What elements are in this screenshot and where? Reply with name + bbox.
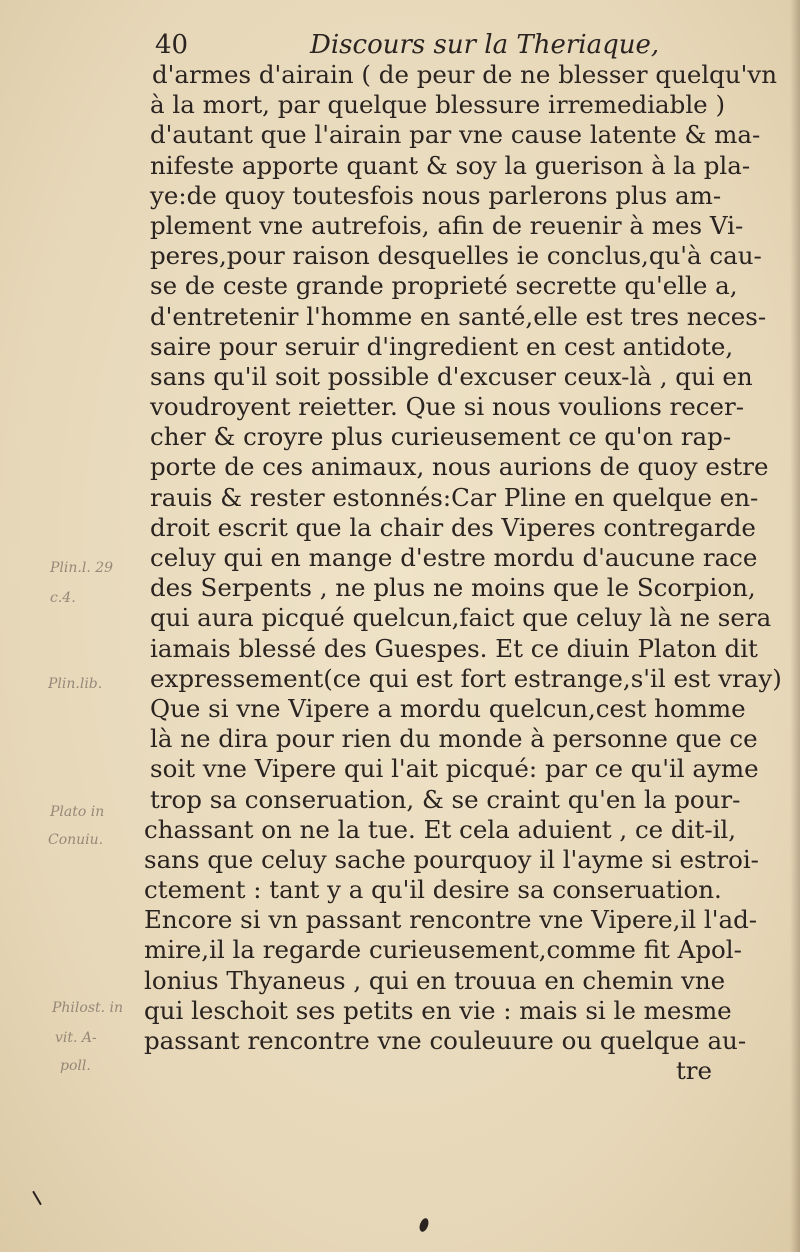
text-line: porte de ces animaux, nous aurions de quoy estre	[150, 452, 769, 482]
ink-stroke	[32, 1191, 42, 1206]
text-line: mire,il la regarde curieusement,comme fit Apol-	[144, 935, 742, 965]
text-line: rauis & rester estonnés:Car Pline en quelque en-	[150, 482, 759, 512]
margin-note: Conuiu.	[48, 832, 104, 848]
margin-note: Plin.lib.	[48, 676, 103, 692]
text-line: nifeste apporte quant & soy la guerison à la pla-	[150, 150, 751, 180]
body-text	[140, 60, 782, 1086]
text-line: ctement : tant y a qu'il desire sa conseruation.	[144, 875, 722, 905]
catchword: tre	[675, 1056, 712, 1086]
margin-note: c.4.	[50, 590, 76, 606]
text-line: chassant on ne la tue. Et cela aduient , ce dit-il,	[144, 814, 737, 844]
text-line: droit escrit que la chair des Viperes contregarde	[150, 512, 756, 542]
text-line: lonius Thyaneus , qui en trouua en chemin vne	[144, 965, 726, 995]
running-head: Discours sur la Theriaque,	[310, 30, 660, 60]
text-line: trop sa conseruation, & se craint qu'en la pour-	[150, 784, 741, 814]
margin-note: vit. A-	[55, 1030, 97, 1046]
text-line: Que si vne Vipere a mordu quelcun,cest homme	[150, 693, 746, 723]
text-line: sans qu'il soit possible d'excuser ceux-là , qui en	[150, 361, 753, 391]
text-line: là ne dira pour rien du monde à personne que ce	[150, 724, 758, 754]
text-line: qui aura picqué quelcun,faict que celuy là ne sera	[150, 603, 772, 633]
text-line: peres,pour raison desquelles ie conclus,qu'à cau-	[150, 241, 762, 271]
text-line: ye:de quoy toutesfois nous parlerons plus am-	[150, 180, 722, 210]
text-line: plement vne autrefois, afin de reuenir à mes Vi-	[150, 210, 744, 240]
text-line: saire pour seruir d'ingredient en cest antidote,	[150, 331, 734, 361]
text-line: à la mort, par quelque blessure irremediable )	[150, 90, 725, 120]
margin-note: poll.	[60, 1058, 91, 1074]
margin-note: Plato in	[50, 804, 105, 820]
margin-note: Plin.l. 29	[50, 560, 114, 576]
margin-note: Philost. in	[52, 1000, 124, 1016]
text-line: Encore si vn passant rencontre vne Vipere,il l'ad-	[144, 905, 758, 935]
text-line: passant rencontre vne couleuure ou quelque au-	[144, 1026, 747, 1055]
text-line: d'entretenir l'homme en santé,elle est tres neces-	[150, 301, 767, 331]
text-line: expressement(ce qui est fort estrange,s'il est vray)	[150, 663, 782, 693]
text-line: d'autant que l'airain par vne cause latente & ma-	[150, 120, 761, 150]
text-line: soit vne Vipere qui l'ait picqué: par ce qu'il ayme	[150, 754, 759, 784]
text-line: se de ceste grande proprieté secrette qu'elle a,	[150, 271, 738, 301]
text-line: voudroyent reietter. Que si nous voulions recer-	[150, 392, 744, 422]
text-line: des Serpents , ne plus ne moins que le Scorpion,	[150, 573, 756, 603]
text-line: sans que celuy sache pourquoy il l'ayme si estroi-	[144, 844, 759, 874]
text-line: iamais blessé des Guespes. Et ce diuin Platon dit	[150, 633, 758, 663]
text-line: qui leschoit ses petits en vie : mais si le mesme	[144, 995, 732, 1025]
ink-blot	[418, 1217, 430, 1233]
text-line: d'armes d'airain ( de peur de ne blesser quelqu'vn	[152, 60, 778, 89]
page-number: 40	[155, 30, 189, 60]
text-line: celuy qui en mange d'estre mordu d'aucune race	[150, 543, 758, 572]
text-line: cher & croyre plus curieusement ce qu'on rap-	[150, 422, 732, 452]
